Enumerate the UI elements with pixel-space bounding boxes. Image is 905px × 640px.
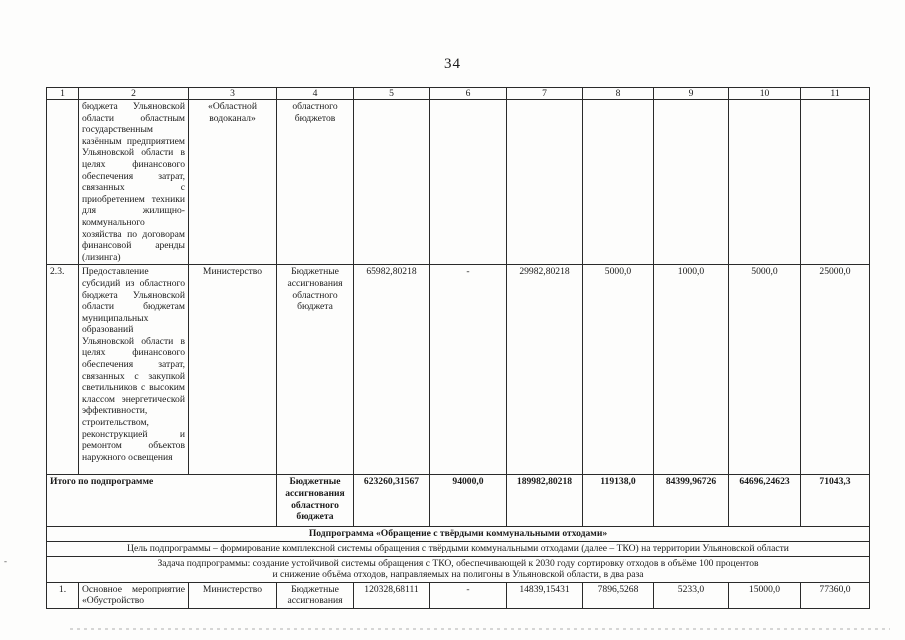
col-header-8: 8 (583, 88, 654, 100)
subprogram-goal: Цель подпрограммы – формирование комплексной системы обращения с твёрдыми коммунальными отходами (далее – ТКО) на территории Ульяновской области (47, 541, 870, 556)
col-header-11: 11 (801, 88, 870, 100)
scan-margin-mark: - (4, 556, 7, 566)
subprogram-total-row (47, 475, 870, 527)
col-header-6: 6 (430, 88, 507, 100)
funding-source-cell: областного бюджетов (277, 100, 354, 265)
col-header-10: 10 (729, 88, 801, 100)
measure-name-cell: бюджета Ульяновской области областным государственным казённым предприятием Ульяновской области в целях финансового обеспечения затрат, связанных с приобретением техники для жилищно-коммунального хозяйства по договорам финансовой аренды (лизинга) (79, 100, 189, 265)
value-2022-cell: 1000,0 (654, 265, 729, 475)
subprogram-task-line-2: и снижение объёма отходов, направляемых на полигоны в Ульяновской области, в два раза (272, 569, 644, 581)
table-row-2-3 (47, 265, 870, 475)
subprogram-task-row (47, 556, 870, 582)
col-header-7: 7 (507, 88, 583, 100)
value-cell (654, 100, 729, 265)
row-number-cell: 2.3. (47, 265, 79, 475)
value-cell (430, 100, 507, 265)
total-label-cell: Итого по подпрограмме (47, 475, 277, 527)
value-total-cell: 120328,68111 (354, 582, 430, 608)
measure-name-cell: Предоставление субсидий из областного бюджета Ульяновской области бюджетам муниципальных образований Ульяновской области в целях финансового обеспечения затрат, связанных с закупкой светильников с высоким классом энергетической эффективности, строительством, реконструкцией и ремонтом объектов наружного освещения (79, 265, 189, 475)
col-header-4: 4 (277, 88, 354, 100)
value-2021-cell: 5000,0 (583, 265, 654, 475)
subprogram-task-cell (47, 556, 870, 582)
col-header-1: 1 (47, 88, 79, 100)
value-cell (507, 100, 583, 265)
value-2019-cell: 94000,0 (430, 475, 507, 527)
value-2023-cell: 15000,0 (729, 582, 801, 608)
subprogram-goal-row (47, 541, 870, 556)
col-header-2: 2 (79, 88, 189, 100)
value-cell (583, 100, 654, 265)
value-2021-cell: 119138,0 (583, 475, 654, 527)
funding-source-cell: Бюджетные ассигнования областного бюджета (277, 475, 354, 527)
value-2024-cell: 77360,0 (801, 582, 870, 608)
col-header-3: 3 (189, 88, 277, 100)
subprogram-task-line-1: Задача подпрограммы: создание устойчивой системы обращения с ТКО, обеспечивающей к 2030 году сортировку отходов в объёме 100 процентов (157, 557, 759, 569)
col-header-5: 5 (354, 88, 430, 100)
value-cell (354, 100, 430, 265)
value-2023-cell: 64696,24623 (729, 475, 801, 527)
measure-name-cell: Основное мероприятие «Обустройство (79, 582, 189, 608)
executor-cell: Министерство (189, 582, 277, 608)
value-2020-cell: 14839,15431 (507, 582, 583, 608)
subprogram-title: Подпрограмма «Обращение с твёрдыми коммунальными отходами» (47, 527, 870, 542)
scan-footer-artifact (70, 628, 890, 630)
value-cell (729, 100, 801, 265)
value-2019-cell: - (430, 582, 507, 608)
table-row-continued (47, 100, 870, 265)
funding-source-cell: Бюджетные ассигнования (277, 582, 354, 608)
value-2022-cell: 84399,96726 (654, 475, 729, 527)
value-total-cell: 623260,31567 (354, 475, 430, 527)
budget-table (46, 87, 870, 609)
row-number-cell (47, 100, 79, 265)
value-2023-cell: 5000,0 (729, 265, 801, 475)
executor-cell: Министерство (189, 265, 277, 475)
funding-source-cell: Бюджетные ассигнования областного бюджета (277, 265, 354, 475)
value-2024-cell: 71043,3 (801, 475, 870, 527)
value-2024-cell: 25000,0 (801, 265, 870, 475)
row-number-cell: 1. (47, 582, 79, 608)
value-cell (801, 100, 870, 265)
value-total-cell: 65982,80218 (354, 265, 430, 475)
table-row-1 (47, 582, 870, 608)
col-header-9: 9 (654, 88, 729, 100)
value-2019-cell: - (430, 265, 507, 475)
page-number: 34 (444, 56, 461, 72)
column-number-row (47, 88, 870, 100)
subprogram-title-row (47, 527, 870, 542)
executor-cell: «Областной водоканал» (189, 100, 277, 265)
value-2020-cell: 29982,80218 (507, 265, 583, 475)
value-2021-cell: 7896,5268 (583, 582, 654, 608)
value-2020-cell: 189982,80218 (507, 475, 583, 527)
value-2022-cell: 5233,0 (654, 582, 729, 608)
